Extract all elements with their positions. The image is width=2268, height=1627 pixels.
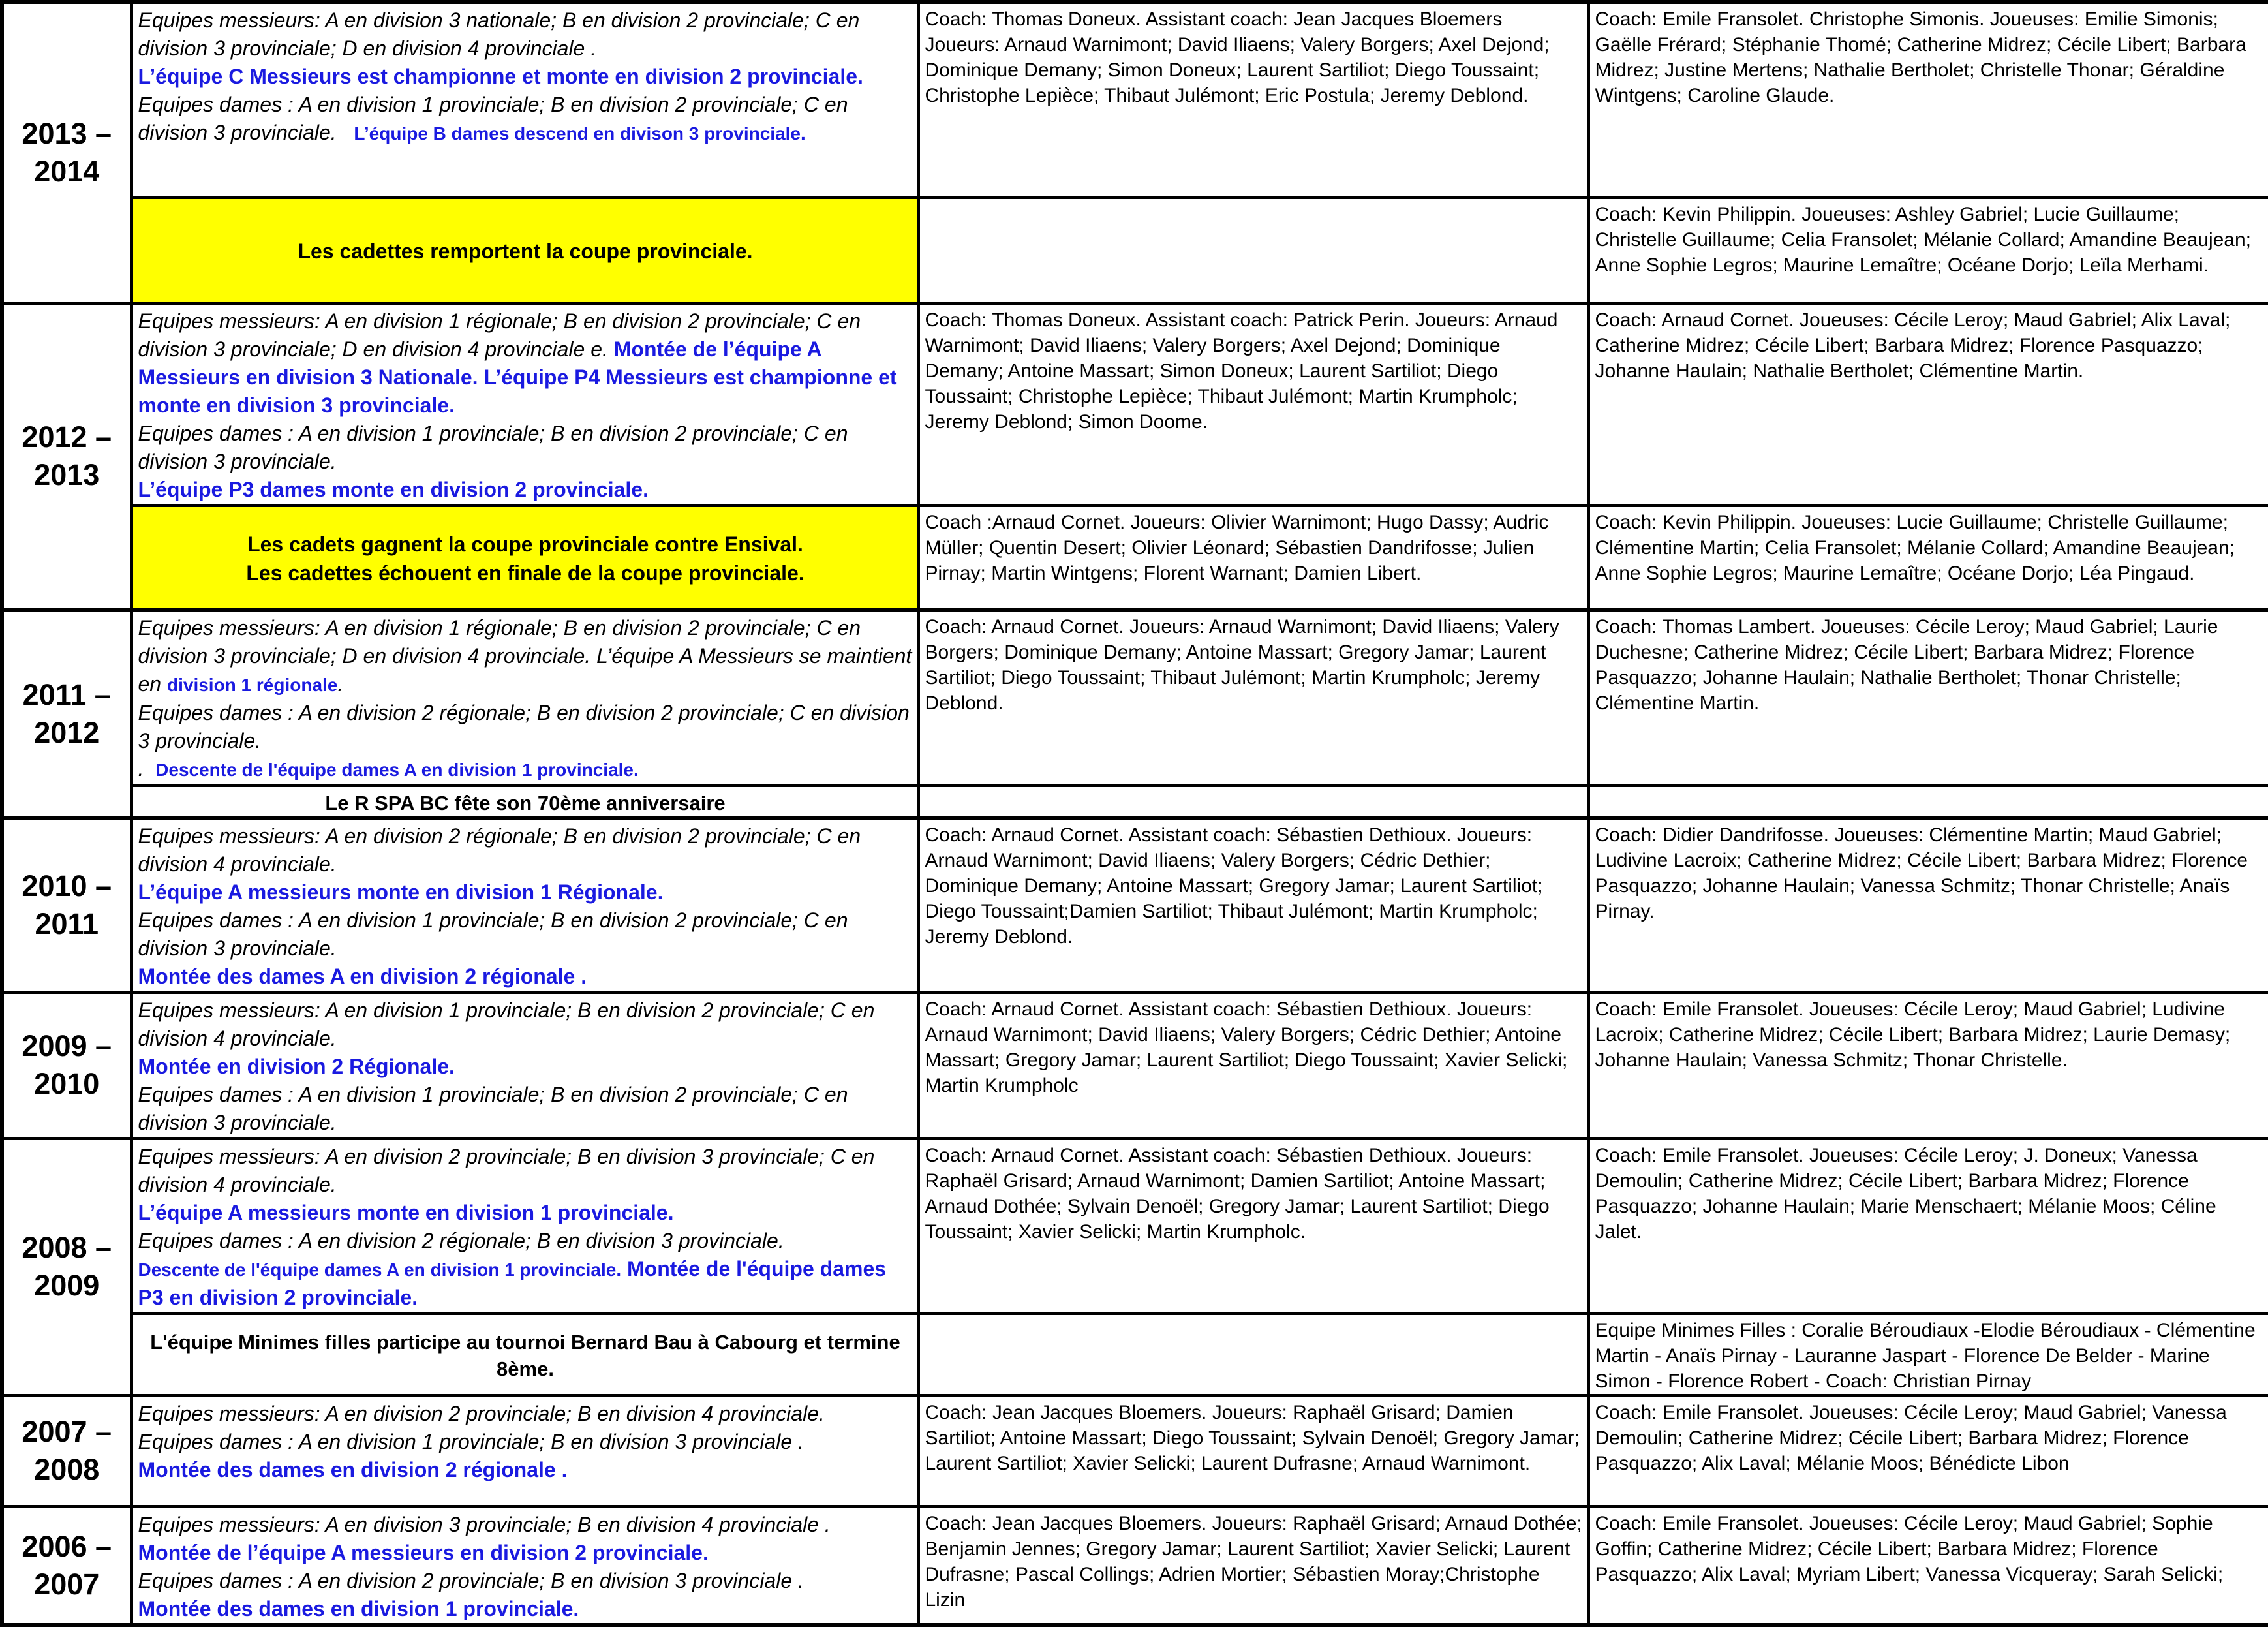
women-roster: Coach: Emile Fransolet. Joueuses: Cécile Leroy; Maud Gabriel; Ludivine Lacroix; Catherine Midrez; Cécile Libert; Barbara Midrez; Laurie Demasy; Johanne Haulain; Vanessa Schmitz; Thonar Christelle. [1588,992,2268,1138]
season-row-2013 [2,2,2268,197]
season-description: Equipes messieurs: A en division 2 provinciale; B en division 3 provinciale; C en division 4 provinciale. L’équipe A messieurs monte en division 1 provinciale. Equipes dames : A en division 2 régionale; B en division 3 provinciale. Descente de l'équipe dames A en division 1 provinciale. Montée de l'équipe dames P3 en division 2 provinciale. [131,1138,918,1313]
men-roster: Coach: Arnaud Cornet. Assistant coach: Sébastien Dethioux. Joueurs: Raphaël Grisard; Arnaud Warnimont; Damien Sartiliot; Antoine Massart; Arnaud Dothée; Sylvain Denoël; Gregory Jamar; Laurent Sartiliot; Diego Toussaint; Xavier Selicki; Martin Krumpholc. [918,1138,1588,1313]
season-row-2011 [2,610,2268,785]
season-row-2011-extra [2,785,2268,818]
women-roster: Coach: Emile Fransolet. Joueuses: Cécile Leroy; Maud Gabriel; Sophie Goffin; Catherine Midrez; Cécile Libert; Barbara Midrez; Florence Pasquazzo; Alix Laval; Myriam Libert; Vanessa Vicqueray; Sarah Selicki; [1588,1506,2268,1625]
season-row-2013-extra [2,197,2268,303]
season-description: Equipes messieurs: A en division 1 provinciale; B en division 2 provinciale; C en division 4 provinciale. Montée en division 2 Régionale. Equipes dames : A en division 1 provinciale; B en division 2 provinciale; C en division 3 provinciale. [131,992,918,1138]
season-row-2007 [2,1395,2268,1506]
men-roster: Coach: Arnaud Cornet. Assistant coach: Sébastien Dethioux. Joueurs: Arnaud Warnimont; David Iliaens; Valery Borgers; Cédric Dethier; Antoine Massart; Gregory Jamar; Laurent Sartiliot; Diego Toussaint; Xavier Selicki; Martin Krumpholc [918,992,1588,1138]
men-roster: Coach: Thomas Doneux. Assistant coach: Patrick Perin. Joueurs: Arnaud Warnimont; David Iliaens; Valery Borgers; Axel Dejond; Dominique Demany; Antoine Massart; Simon Doneux; Laurent Sartiliot; Diego Toussaint; Christophe Lepièce; Thibaut Julémont; Martin Krumpholc; Jeremy Deblond; Simon Doome. [918,303,1588,505]
season-row-2008 [2,1138,2268,1313]
highlight-banner: Les cadettes remportent la coupe provinciale. [131,197,918,303]
highlight-banner: Les cadets gagnent la coupe provinciale contre Ensival. Les cadettes échouent en finale de la coupe provinciale. [131,505,918,610]
season-description: Equipes messieurs: A en division 3 provinciale; B en division 4 provinciale . Montée de l’équipe A messieurs en division 2 provinciale. Equipes dames : A en division 2 provinciale; B en division 3 provinciale . Montée des dames en division 1 provinciale. [131,1506,918,1625]
season-description: Equipes messieurs: A en division 3 nationale; B en division 2 provinciale; C en division 3 provinciale; D en division 4 provinciale . L’équipe C Messieurs est championne et monte en division 2 provinciale. Equipes dames : A en division 1 provinciale; B en division 2 provinciale; C en division 3 provinciale. L’équipe B dames descend en divison 3 provinciale. [131,2,918,197]
season-row-2008-extra [2,1313,2268,1395]
season-year: 2007 – 2008 [2,1395,131,1506]
season-year: 2009 – 2010 [2,992,131,1138]
men-roster-extra [918,197,1588,303]
season-row-2006 [2,1506,2268,1625]
women-roster: Coach: Emile Fransolet. Joueuses: Cécile Leroy; J. Doneux; Vanessa Demoulin; Catherine Midrez; Cécile Libert; Barbara Midrez; Florence Pasquazzo; Johanne Haulain; Marie Menschaert; Mélanie Moos; Céline Jalet. [1588,1138,2268,1313]
season-year: 2013 – 2014 [2,2,131,303]
season-row-2012-extra [2,505,2268,610]
youth-women-roster: Coach: Kevin Philippin. Joueuses: Lucie Guillaume; Christelle Guillaume; Clémentine Martin; Celia Fransolet; Mélanie Collard; Amandine Beaujean; Anne Sophie Legros; Maurine Lemaître; Océane Dorjo; Léa Pingaud. [1588,505,2268,610]
season-description: Equipes messieurs: A en division 1 régionale; B en division 2 provinciale; C en division 3 provinciale; D en division 4 provinciale e. Montée de l’équipe A Messieurs en division 3 Nationale. L’équipe P4 Messieurs est championne et monte en division 3 provinciale. Equipes dames : A en division 1 provinciale; B en division 2 provinciale; C en division 3 provinciale. L’équipe P3 dames monte en division 2 provinciale. [131,303,918,505]
minimes-roster: Equipe Minimes Filles : Coralie Béroudiaux -Elodie Béroudiaux - Clémentine Martin - Anaïs Pirnay - Lauranne Jaspart - Florence De Belder - Marine Simon - Florence Robert - Coach: Christian Pirnay [1588,1313,2268,1395]
youth-roster: Coach: Kevin Philippin. Joueuses: Ashley Gabriel; Lucie Guillaume; Christelle Guillaume; Celia Fransolet; Mélanie Collard; Amandine Beaujean; Anne Sophie Legros; Maurine Lemaître; Océane Dorjo; Leïla Merhami. [1588,197,2268,303]
season-description: Equipes messieurs: A en division 2 provinciale; B en division 4 provinciale. Equipes dames : A en division 1 provinciale; B en division 3 provinciale . Montée des dames en division 2 régionale . [131,1395,918,1506]
women-roster: Coach: Emile Fransolet. Christophe Simonis. Joueuses: Emilie Simonis; Gaëlle Frérard; Stéphanie Thomé; Catherine Midrez; Cécile Libert; Barbara Midrez; Justine Mertens; Nathalie Bertholet; Christelle Thonar; Géraldine Wintgens; Caroline Glaude. [1588,2,2268,197]
women-roster: Coach: Arnaud Cornet. Joueuses: Cécile Leroy; Maud Gabriel; Alix Laval; Catherine Midrez; Cécile Libert; Barbara Midrez; Florence Pasquazzo; Johanne Haulain; Nathalie Bertholet; Clémentine Martin. [1588,303,2268,505]
season-row-2010 [2,818,2268,992]
season-description: Equipes messieurs: A en division 1 régionale; B en division 2 provinciale; C en division 3 provinciale; D en division 4 provinciale. L’équipe A Messieurs se maintient en division 1 régionale. Equipes dames : A en division 2 régionale; B en division 2 provinciale; C en division 3 provinciale. . Descente de l'équipe dames A en division 1 provinciale. [131,610,918,785]
season-year: 2010 – 2011 [2,818,131,992]
men-roster: Coach: Jean Jacques Bloemers. Joueurs: Raphaël Grisard; Damien Sartiliot; Antoine Massart; Diego Toussaint; Sylvain Denoël; Gregory Jamar; Laurent Sartiliot; Xavier Selicki; Laurent Dufrasne; Arnaud Warnimont. [918,1395,1588,1506]
season-year: 2006 – 2007 [2,1506,131,1625]
season-description: Equipes messieurs: A en division 2 régionale; B en division 2 provinciale; C en division 4 provinciale. L’équipe A messieurs monte en division 1 Régionale. Equipes dames : A en division 1 provinciale; B en division 2 provinciale; C en division 3 provinciale. Montée des dames A en division 2 régionale . [131,818,918,992]
anniversary-note: Le R SPA BC fête son 70ème anniversaire [131,785,918,818]
men-roster: Coach: Arnaud Cornet. Assistant coach: Sébastien Dethioux. Joueurs: Arnaud Warnimont; David Iliaens; Valery Borgers; Cédric Dethier; Dominique Demany; Antoine Massart; Gregory Jamar; Laurent Sartiliot; Diego Toussaint;Damien Sartiliot; Thibaut Julémont; Martin Krumpholc; Jeremy Deblond. [918,818,1588,992]
men-roster: Coach: Jean Jacques Bloemers. Joueurs: Raphaël Grisard; Arnaud Dothée; Benjamin Jennes; Gregory Jamar; Laurent Sartiliot; Xavier Selicki; Laurent Dufrasne; Pascal Collings; Adrien Mortier; Sébastien Moray;Christophe Lizin [918,1506,1588,1625]
men-roster: Coach: Arnaud Cornet. Joueurs: Arnaud Warnimont; David Iliaens; Valery Borgers; Dominique Demany; Antoine Massart; Gregory Jamar; Laurent Sartiliot; Diego Toussaint; Thibaut Julémont; Martin Krumpholc; Jeremy Deblond. [918,610,1588,785]
empty-cell [918,785,1588,818]
empty-cell [918,1313,1588,1395]
women-roster: Coach: Thomas Lambert. Joueuses: Cécile Leroy; Maud Gabriel; Laurie Duchesne; Catherine Midrez; Cécile Libert; Barbara Midrez; Florence Pasquazzo; Johanne Haulain; Nathalie Bertholet; Thonar Christelle; Clémentine Martin. [1588,610,2268,785]
women-roster: Coach: Didier Dandrifosse. Joueuses: Clémentine Martin; Maud Gabriel; Ludivine Lacroix; Catherine Midrez; Cécile Libert; Barbara Midrez; Florence Pasquazzo; Johanne Haulain; Vanessa Schmitz; Thonar Christelle; Anaïs Pirnay. [1588,818,2268,992]
season-row-2009 [2,992,2268,1138]
tournament-note: L'équipe Minimes filles participe au tournoi Bernard Bau à Cabourg et termine 8ème. [131,1313,918,1395]
women-roster: Coach: Emile Fransolet. Joueuses: Cécile Leroy; Maud Gabriel; Vanessa Demoulin; Catherine Midrez; Cécile Libert; Barbara Midrez; Florence Pasquazzo; Alix Laval; Mélanie Moos; Bénédicte Libon [1588,1395,2268,1506]
season-year: 2008 – 2009 [2,1138,131,1395]
empty-cell [1588,785,2268,818]
men-roster: Coach: Thomas Doneux. Assistant coach: Jean Jacques Bloemers Joueurs: Arnaud Warnimont; David Iliaens; Valery Borgers; Axel Dejond; Dominique Demany; Simon Doneux; Laurent Sartiliot; Diego Toussaint; Christophe Lepièce; Thibaut Julémont; Eric Postula; Jeremy Deblond. [918,2,1588,197]
season-row-2012 [2,303,2268,505]
season-year: 2012 – 2013 [2,303,131,610]
youth-men-roster: Coach :Arnaud Cornet. Joueurs: Olivier Warnimont; Hugo Dassy; Audric Müller; Quentin Desert; Olivier Léonard; Sébastien Dandrifosse; Julien Pirnay; Martin Wintgens; Florent Warnant; Damien Libert. [918,505,1588,610]
season-year: 2011 – 2012 [2,610,131,818]
